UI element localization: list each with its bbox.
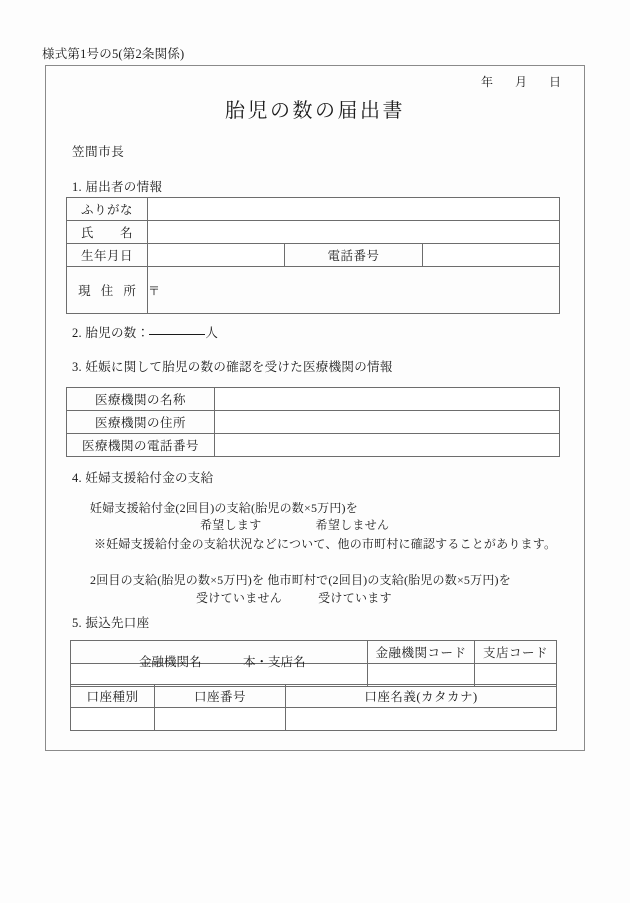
table-row: [67, 244, 560, 267]
date-line: 年 月 日: [480, 75, 566, 89]
applicant-info-table: [66, 197, 560, 314]
table-row: [67, 434, 560, 457]
label-birthdate: 生年月日: [67, 244, 148, 267]
section-5-heading: 5. 振込先口座: [72, 616, 150, 630]
label-institution-code: 金融機関コード: [368, 641, 475, 664]
field-medical-phone[interactable]: [215, 434, 560, 457]
table-row: [67, 221, 560, 244]
bank-institution-table: [70, 640, 557, 687]
label-account-type: 口座種別: [71, 685, 155, 708]
field-address[interactable]: 〒: [148, 267, 560, 314]
field-medical-address[interactable]: [215, 411, 560, 434]
table-row: [67, 388, 560, 411]
table-row: [67, 267, 560, 314]
section-4-statement-1: 妊婦支援給付金(2回目)の支給(胎児の数×5万円)を: [90, 501, 358, 515]
label-medical-phone: 医療機関の電話番号: [67, 434, 215, 457]
section-2-heading: [72, 323, 218, 341]
table-row: [71, 685, 557, 708]
choice-wish-no[interactable]: 希望しません: [315, 518, 390, 532]
fetus-count-field[interactable]: [149, 334, 205, 335]
field-account-number[interactable]: [155, 708, 286, 731]
section-4-heading: 4. 妊婦支援給付金の支給: [72, 471, 214, 485]
page-title: 胎児の数の届出書: [225, 100, 405, 122]
choice-received-no[interactable]: 受けていません: [196, 591, 283, 605]
label-account-number: 口座番号: [155, 685, 286, 708]
field-name[interactable]: [148, 221, 560, 244]
section-1-heading: 1. 届出者の情報: [72, 180, 163, 194]
form-code: 様式第1号の5(第2条関係): [42, 47, 185, 61]
label-branch-code: 支店コード: [475, 641, 557, 664]
section-2-label: 2. 胎児の数：: [72, 326, 150, 340]
label-address: 現 住 所: [67, 267, 148, 314]
label-medical-name: 医療機関の名称: [67, 388, 215, 411]
section-4-choice-group-2: [196, 589, 392, 606]
label-medical-address: 医療機関の住所: [67, 411, 215, 434]
addressee: 笠間市長: [72, 145, 125, 159]
bank-header-names: [71, 641, 368, 669]
label-furigana: ふりがな: [67, 198, 148, 221]
label-institution-name: 金融機関名: [139, 655, 202, 669]
table-row: [71, 708, 557, 731]
field-medical-name[interactable]: [215, 388, 560, 411]
bank-account-table: [70, 684, 557, 731]
section-3-heading: 3. 妊娠に関して胎児の数の確認を受けた医療機関の情報: [72, 360, 393, 374]
table-row: [67, 198, 560, 221]
label-branch-name: 本・支店名: [243, 655, 306, 669]
field-account-holder[interactable]: [286, 708, 557, 731]
medical-institution-table: [66, 387, 560, 457]
section-4-choice-group-1: [200, 516, 389, 533]
label-phone: 電話番号: [285, 244, 422, 267]
field-birthdate[interactable]: [148, 244, 285, 267]
field-account-type[interactable]: [71, 708, 155, 731]
section-4-note: ※妊婦支援給付金の支給状況などについて、他の市町村に確認することがあります。: [94, 537, 557, 551]
label-name: 氏 名: [67, 221, 148, 244]
table-row: [67, 411, 560, 434]
choice-received-yes[interactable]: 受けています: [318, 591, 392, 605]
section-2-unit: 人: [205, 326, 219, 340]
label-account-holder: 口座名義(カタカナ): [286, 685, 557, 708]
table-row: [71, 641, 557, 664]
field-phone[interactable]: [422, 244, 559, 267]
choice-wish-yes[interactable]: 希望します: [200, 518, 262, 532]
section-4-statement-2: 2回目の支給(胎児の数×5万円)を 他市町村で(2回目)の支給(胎児の数×5万円)を: [90, 573, 511, 587]
field-furigana[interactable]: [148, 198, 560, 221]
